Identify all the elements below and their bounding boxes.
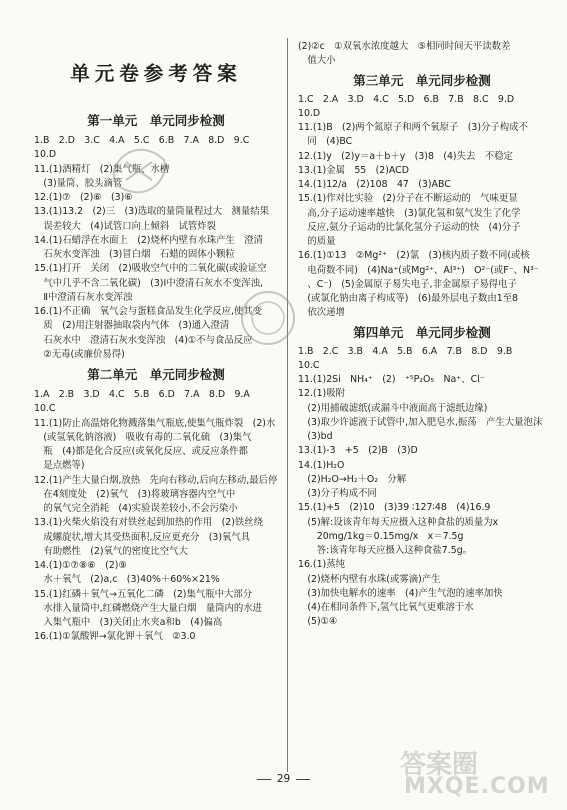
answer-line: Ⅱ中澄清石灰水变浑浊 — [34, 291, 133, 303]
answer-line: (2)H₂O→H₂＋O₂ 分解 — [298, 473, 407, 485]
answer-line: 同 (4)BC — [298, 136, 353, 148]
answer-line: 10.C — [298, 359, 320, 371]
answer-line: 在4刻度处 (2)氧气 (3)将玻璃容器内空气中 — [34, 488, 236, 500]
answer-line: 依次递增 — [298, 307, 345, 319]
answer-line: 11.(1)B (2)两个氮原子和两个氧原子 (3)分子构成不 — [298, 122, 528, 133]
answer-line: (3)取少许滤液于试管中,加入肥皂水,振荡 产生大量泡沫 — [298, 416, 543, 428]
answer-line: (2)用捕破滤纸(或漏斗中液面高于滤纸边缘) — [298, 402, 488, 414]
answer-line: 的质量 — [298, 236, 336, 247]
continued-answers — [298, 40, 546, 69]
answer-line: 13.(1)火柴火焰没有对铁丝起到加热的作用 (2)铁丝绕 — [34, 517, 263, 529]
answer-line: 12.(1)吸附 — [298, 388, 345, 400]
page-title: 单元卷参考答案 — [70, 62, 242, 85]
answer-line: 12.(1)⑦ (2)⑥ (3)⑥ — [34, 192, 133, 203]
answer-line: 16.(1)不正确 氧气会与蛋糕食品发生化学反应,使其变 — [34, 306, 263, 317]
answer-line: 石灰水变浑浊 (3)冒白烟 石蜡的固体小颗粒 — [34, 249, 235, 260]
answer-line: 14.(1)石蜡浮在水面上 (2)烧杯内壁有水珠产生 澄清 — [34, 234, 263, 246]
answer-line: (3)bd — [298, 431, 333, 442]
answer-line: (或氯化钠由离子构成等) (6)最外层电子数由1至8 — [298, 293, 519, 304]
answer-line: 瓶 (4)都是化合反应(或氧化反应、或反应条件都 — [34, 446, 248, 457]
answer-line: 、C⁻) (5)金属原子易失电子,非金属原子易得电子 — [298, 278, 517, 290]
answer-line: 16.(1)①氯酸钾→氯化钾＋氧气 ②3.0 — [34, 631, 196, 643]
unit4-title: 第四单元 单元同步检测 — [353, 324, 491, 340]
answer-line: (4)在相同条件下,氢气比氧气更难溶于水 — [298, 602, 474, 613]
answer-line: 电荷数不同) (4)Na⁺(或Mg²⁺、Al³⁺) O²⁻(或F⁻、N³⁻ — [298, 264, 539, 276]
answer-line: 12.(1)y (2)y＝a＋b＋y (3)8 (4)失去 不稳定 — [298, 150, 513, 162]
page-number-text: 29 — [276, 773, 291, 785]
unit3-title: 第三单元 单元同步检测 — [353, 72, 491, 88]
answer-line: 石灰水中 澄清石灰水变浑浊 (4)①不与食品反应 — [34, 334, 253, 346]
answer-line: 1.B 2.C 3.B 4.A 5.B 6.A 7.B 8.D 9.B — [298, 345, 513, 357]
answer-line: 成螺旋状,增大其受热面积,反应更充分 (3)氧气具 — [34, 531, 251, 543]
column-divider — [287, 38, 288, 772]
answer-line: 高,分子运动速率越快 (3)氯化氢和氨气发生了化学 — [298, 207, 521, 219]
answer-line: 15.(1)红磷＋氧气→五氧化二磷 (2)集气瓶中大部分 — [34, 588, 253, 600]
answer-line: 10.C — [34, 403, 56, 415]
answer-line: 误差较大 (4)试管口向上倾斜 试管炸裂 — [34, 220, 217, 232]
right-column — [298, 40, 546, 630]
answer-line: 15.(1)+5 (2)10 (3)39 ∶127∶48 (4)16.9 — [298, 502, 491, 514]
page-number — [0, 773, 567, 785]
answer-line: 1.C 2.A 3.D 4.C 5.D 6.B 7.B 8.C 9.D — [298, 93, 515, 105]
answer-line: 11.(1)防止高温熔化物溅落集气瓶底,使集气瓶炸裂 (2)水 — [34, 417, 276, 429]
answer-line: 质 (2)用注射器抽取袋内气体 (3)通入澄清 — [34, 320, 230, 332]
unit2-answers — [34, 388, 278, 645]
answer-line: (3)分子构成不同 — [298, 488, 377, 499]
answer-line: 入集气瓶中 (3)关闭止水夹a和b (4)偏高 — [34, 617, 223, 628]
answer-line: (2)②c ①双氧水浓度越大 ⑤相同时间天平读数差 — [298, 41, 511, 52]
answer-line: 20mg/1kg＝0.15mg/x x＝7.5g — [298, 530, 464, 542]
answer-line: 有助燃性 (2)氧气的密度比空气大 — [34, 545, 188, 557]
answer-line: (3)加快电解水的速率 (4)产生气泡的速率加快 — [298, 587, 503, 599]
stamp-watermark-icon — [104, 140, 174, 200]
answer-line: 16.(1)蒸纯 — [298, 559, 345, 571]
unit3-answers — [298, 93, 546, 321]
answer-line: (2)烧杯内壁有水珠(或雾滴)产生 — [298, 573, 441, 585]
answer-line: 14.(1)H₂O — [298, 459, 345, 471]
unit1-title: 第一单元 单元同步检测 — [87, 113, 225, 128]
answer-line: 13.(1)-3 +5 (2)B (3)D — [298, 445, 418, 457]
answer-line: 是点燃等) — [34, 460, 85, 472]
answer-line: 的氧气完全消耗 (4)实验误差较小,不会污染小 — [34, 503, 238, 514]
answer-line: 13.(1)金属 55 (2)ACD — [298, 164, 409, 176]
answer-line: 10.D — [34, 149, 57, 161]
answer-line: 反应,氨分子运动的比氯化氢分子运动的快 (4)分子 — [298, 221, 521, 233]
answer-line: 值大小 — [298, 55, 336, 67]
answer-line: 10.D — [298, 107, 321, 119]
badge-watermark-icon — [236, 288, 300, 348]
answer-line: 15.(1)作对比实验 (2)分子在不断运动的 气味更显 — [298, 193, 518, 205]
answer-line: 14.(1)①⑦⑧⑥ (2)⑨ — [34, 560, 127, 571]
answer-line: 14.(1)12/a (2)108 47 (3)ABC — [298, 179, 451, 190]
answer-line: 气中几乎不含二氧化碳) (3)Ⅰ中澄清石灰水不变浑浊, — [34, 277, 263, 289]
answer-line: 15.(1)打开 关闭 (2)吸收空气中的二氧化碳(或验证空 — [34, 263, 267, 275]
answer-line: 1.B 2.D 3.C 4.A 5.C 6.B 7.A 8.D 9.C — [34, 135, 250, 146]
answer-line: (5)解:设该青年每天应摄入这种食盐的质量为x — [298, 516, 499, 528]
unit2-title: 第二单元 单元同步检测 — [87, 367, 225, 382]
answer-line: 13.(1)13.2 (2)三 (3)选取的量筒量程过大 测量结果 — [34, 206, 269, 218]
answer-line: 11.(1)2Si NH₄⁺ (2) ⁺⁵P₂O₅ Na⁺、Cl⁻ — [298, 374, 485, 385]
answer-line: 答:该青年每天应摄入这种食盐7.5g。 — [298, 545, 473, 556]
url-watermark: MXQE.COM — [404, 774, 550, 799]
answer-line: 1.A 2.B 3.D 4.C 5.B 6.D 7.A 8.D 9.A — [34, 389, 250, 400]
answer-line: 12.(1)产生大量白烟,放热 先向右移动,后向左移动,最后停 — [34, 474, 278, 486]
answer-line: 水＋氧气 (2)a,c (3)40%＋60%×21% — [34, 574, 220, 586]
answer-line: 16.(1)①13 ②Mg²⁺ (2)氯 (3)核内质子数不同(或核 — [298, 250, 530, 262]
answer-line: 11.(1)酒精灯 (2)集气瓶、水槽 — [34, 163, 170, 175]
answer-line: (或氢氧化钠溶液) 吸收有毒的二氧化硫 (3)集气 — [34, 431, 252, 443]
brand-watermark: 答案圈 — [400, 750, 479, 780]
answer-line: 水排入量筒中,红磷燃烧产生大量白烟 量筒内的水进 — [34, 602, 262, 614]
answer-line: (5)①④ — [298, 616, 338, 628]
answer-line: (3)量筒、胶头滴管 — [34, 177, 123, 189]
answer-line: ②无毒(或廉价易得) — [34, 348, 125, 360]
unit4-answers — [298, 345, 546, 630]
